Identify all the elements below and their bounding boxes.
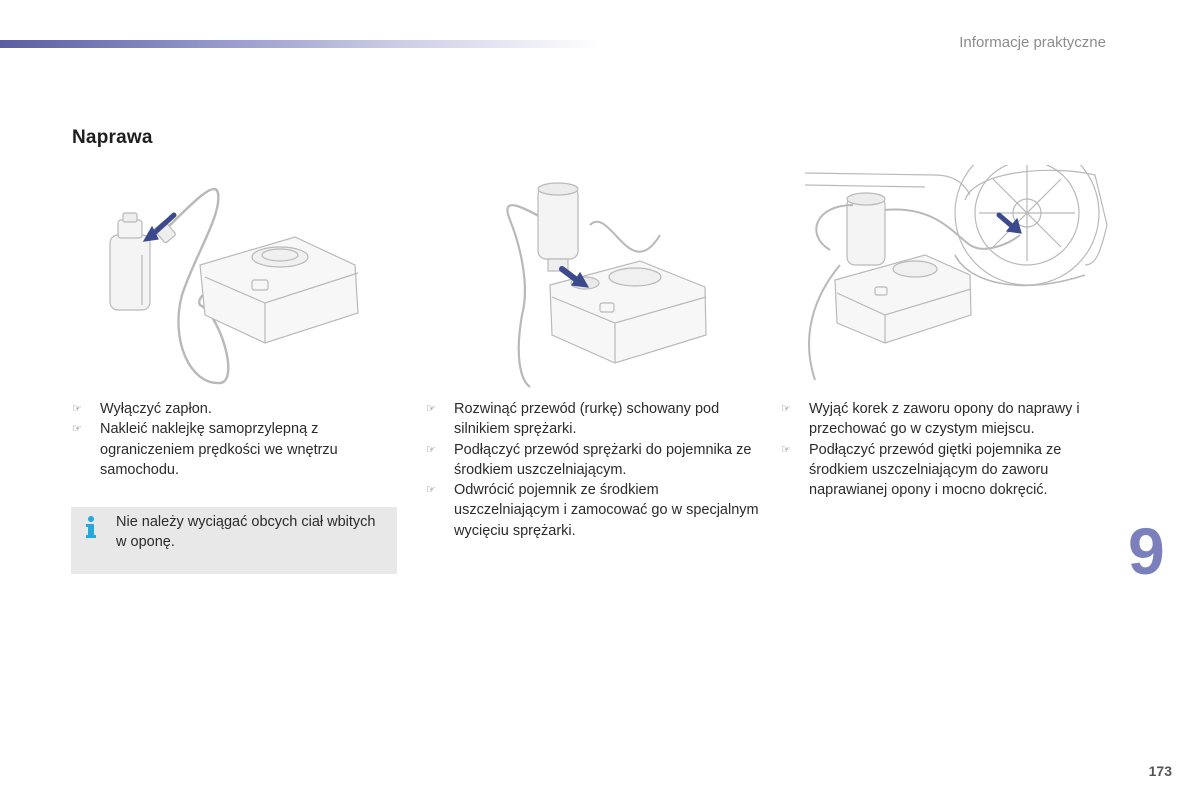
steps-column-1 xyxy=(72,399,382,480)
list-item: ☞ Podłączyć przewód giętki pojemnika ze środkiem uszczelniającym do zaworu naprawianej opony i mocno dokręcić. xyxy=(781,441,1062,499)
header-title: Informacje praktyczne xyxy=(959,34,1106,51)
info-box xyxy=(71,507,397,574)
section-title: Naprawa xyxy=(72,127,153,148)
page-number: 173 xyxy=(1148,763,1172,779)
illustration-invert-bottle xyxy=(500,165,715,390)
pointing-hand-icon: ☞ xyxy=(781,443,791,456)
pointing-hand-icon: ☞ xyxy=(72,423,82,436)
steps-column-2 xyxy=(426,399,766,541)
list-item: ☞ Rozwinąć przewód (rurkę) schowany pod silnikiem sprężarki. xyxy=(426,401,720,438)
list-item: ☞ Nakleić naklejkę samoprzylepną z ograniczeniem prędkości we wnętrzu samochodu. xyxy=(72,421,338,478)
pointing-hand-icon: ☞ xyxy=(426,484,436,497)
pointing-hand-icon: ☞ xyxy=(426,443,436,456)
illustration-connect-tyre-valve xyxy=(795,165,1110,390)
info-text: Nie należy wyciągać obcych ciał wbitych w oponę. xyxy=(116,514,376,551)
chapter-number: 9 xyxy=(1128,514,1165,588)
list-item: ☞ Wyłączyć zapłon. xyxy=(72,399,382,419)
pointing-hand-icon: ☞ xyxy=(426,403,436,415)
pointing-hand-icon: ☞ xyxy=(72,403,82,415)
list-item: ☞ Odwrócić pojemnik ze środkiem uszczelniającym i zamocować go w specjalnym wycięciu sprężarki. xyxy=(426,482,759,539)
illustration-connect-hose xyxy=(100,165,365,390)
list-item: ☞ Podłączyć przewód sprężarki do pojemnika ze środkiem uszczelniającym. xyxy=(426,441,752,478)
info-icon xyxy=(84,515,98,539)
header-accent-bar xyxy=(0,40,600,48)
pointing-hand-icon: ☞ xyxy=(781,403,791,415)
list-item: ☞ Wyjąć korek z zaworu opony do naprawy i przechować go w czystym miejscu. xyxy=(781,401,1080,438)
steps-column-3 xyxy=(781,399,1111,500)
